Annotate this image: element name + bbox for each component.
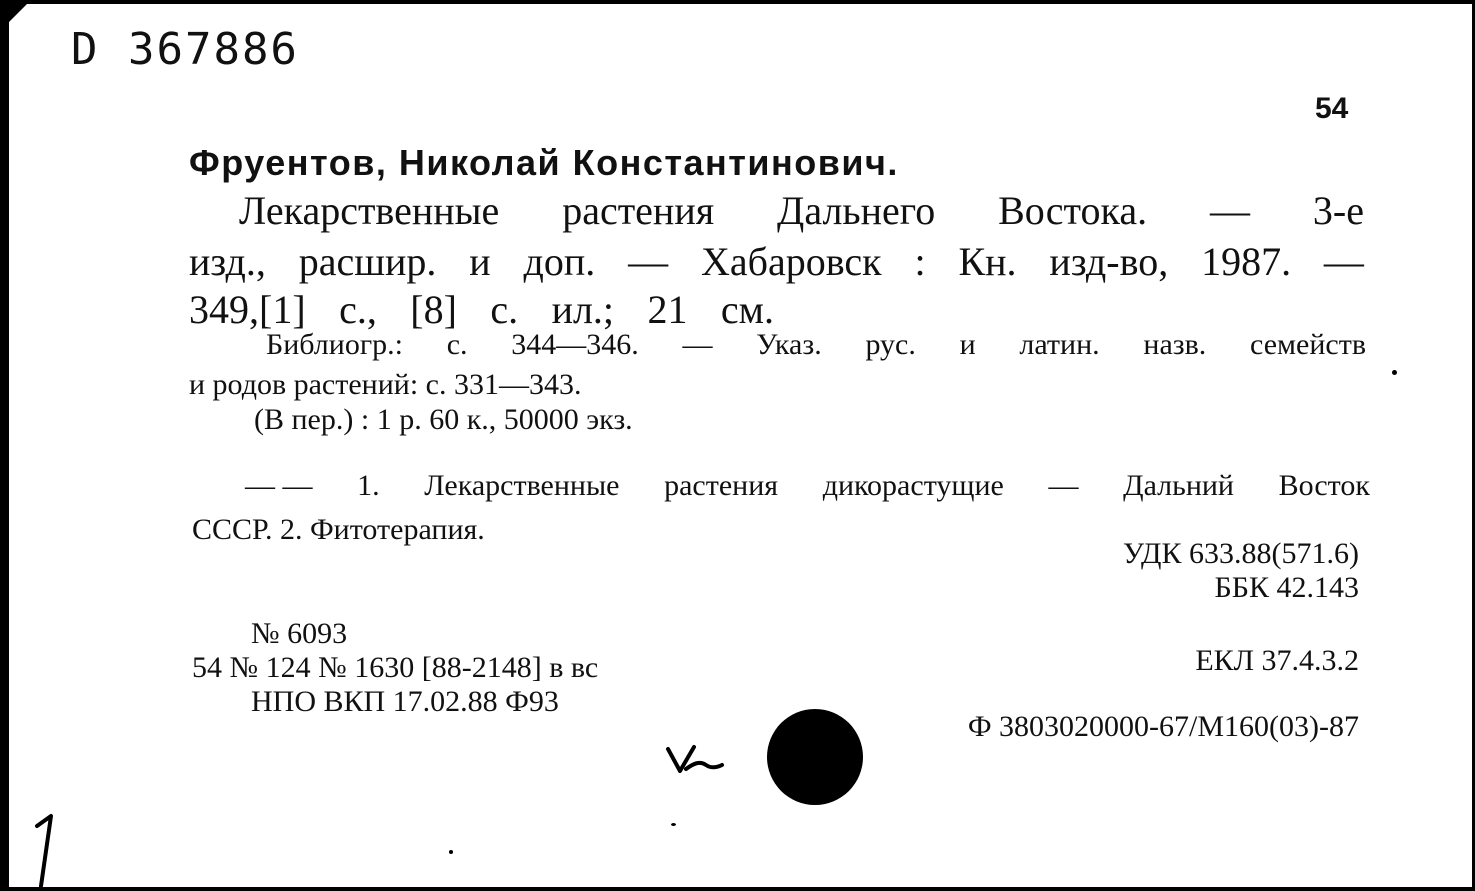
author-heading: Фруентов, Николай Константинович. [189, 142, 899, 183]
word: Восток [1278, 469, 1370, 502]
word: — [628, 239, 669, 284]
word: — [1323, 239, 1364, 284]
order-numbers: 54 № 124 № 1630 [88-2148] в вс [192, 651, 599, 684]
accession-number: № 6093 [251, 617, 348, 650]
call-number: D 367886 [71, 24, 299, 75]
word: — — [245, 469, 313, 502]
bibliography-note-line-1 [266, 326, 1366, 364]
word: растения [664, 469, 779, 502]
word: — [1210, 188, 1250, 233]
word: Лекарственные [424, 469, 620, 502]
handwritten-one-mark [27, 812, 67, 891]
speck-mark [671, 823, 676, 826]
word: Востока. [998, 188, 1148, 233]
word: Хабаровск [701, 239, 882, 284]
processing-stamp: НПО ВКП 17.02.88 Ф93 [251, 685, 559, 718]
word: доп. [523, 239, 596, 284]
word: Дальнего [777, 188, 936, 233]
speck-mark [1392, 370, 1397, 375]
word: латин. [1019, 328, 1100, 361]
word: Указ. [756, 328, 822, 361]
word: с. [490, 287, 519, 332]
word: 21 [647, 287, 688, 332]
word: назв. [1143, 328, 1207, 361]
word: — [1048, 469, 1079, 502]
word: Лекарственные [239, 188, 500, 233]
word: дикорастущие [822, 469, 1004, 502]
word: и [469, 239, 491, 284]
word: — [682, 328, 713, 361]
word: Библиогр.: [266, 328, 403, 361]
word: и [959, 328, 976, 361]
card-corner-notch [7, 2, 29, 24]
word: Кн. [958, 239, 1017, 284]
ekl-classification: ЕКЛ 37.4.3.2 [1195, 644, 1359, 677]
bibliography-note-line-2: и родов растений: с. 331—343. [189, 368, 582, 401]
word: Дальний [1123, 469, 1234, 502]
word: 349,[1] [189, 287, 306, 332]
title-line-2 [189, 236, 1364, 288]
word: семейств [1250, 328, 1366, 361]
word: изд-во, [1049, 239, 1169, 284]
word: растения [562, 188, 715, 233]
word: [8] [410, 287, 457, 332]
subject-headings-line-1 [245, 469, 1370, 503]
word: 1987. [1201, 239, 1292, 284]
price-circulation-note: (В пер.) : 1 р. 60 к., 50000 экз. [254, 403, 633, 436]
word: с., [339, 287, 377, 332]
bbk-classification: ББК 42.143 [1214, 571, 1359, 604]
word: рус. [865, 328, 916, 361]
word: ил.; [551, 287, 615, 332]
word: расшир. [298, 239, 437, 284]
title-line-1 [239, 185, 1364, 237]
word: изд., [189, 239, 266, 284]
word: с. [446, 328, 468, 361]
word: 1. [357, 469, 380, 502]
speck-mark [449, 850, 453, 854]
udk-classification: УДК 633.88(571.6) [1122, 537, 1359, 570]
word: 344—346. [511, 328, 639, 361]
phi-publisher-code: Ф 3803020000-67/М160(03)-87 [967, 710, 1359, 743]
card-number: 54 [1315, 92, 1349, 125]
word: 3-е [1312, 188, 1364, 233]
subject-headings-line-2: СССР. 2. Фитотерапия. [192, 513, 485, 546]
ink-blot-mark [767, 709, 863, 805]
word: см. [720, 287, 774, 332]
word: : [914, 239, 926, 284]
handwritten-check-mark [664, 739, 726, 779]
